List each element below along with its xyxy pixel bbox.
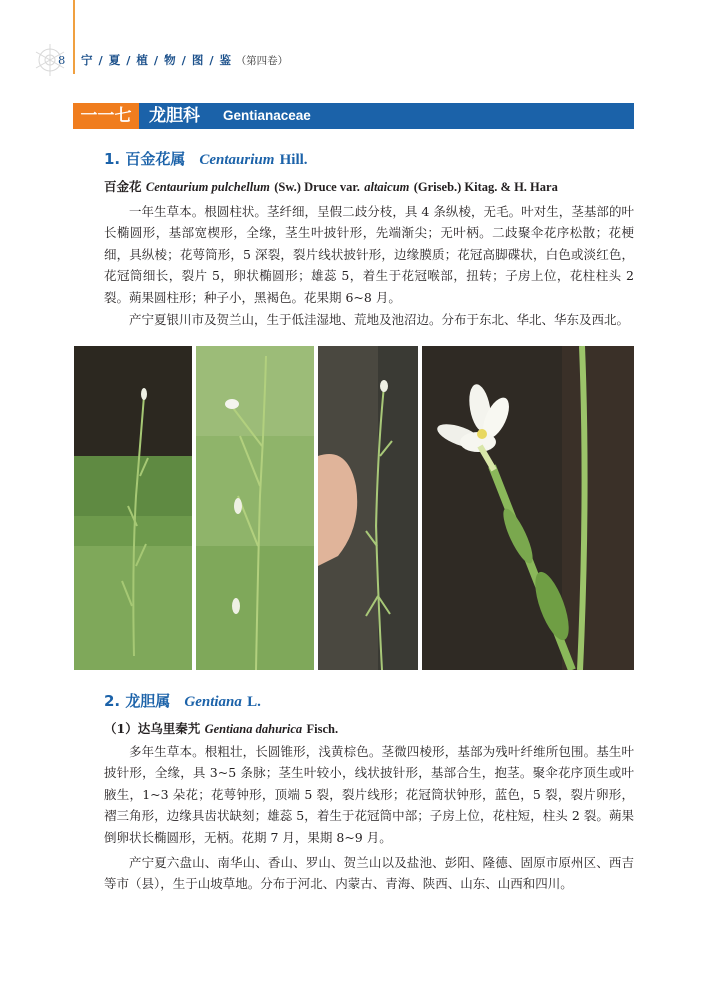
genus-1-author: Hill.	[279, 152, 308, 168]
species-2-binomial: Gentiana dahurica	[204, 722, 303, 736]
species-2-distribution: 产宁夏六盘山、南华山、香山、罗山、贺兰山以及盐池、彭阳、隆德、固原市原州区、西吉等市（县），生于山坡草地。分布于河北、内蒙古、青海、陕西、山东、山西和四川。	[104, 855, 634, 892]
genus-1-title-latin: Centaurium	[199, 152, 275, 168]
photo-plant-habit-2	[196, 346, 314, 670]
running-header	[58, 52, 288, 68]
species-2-name-cn: 达乌里秦艽	[137, 721, 201, 736]
species-1-distribution: 产宁夏银川市及贺兰山，生于低洼湿地、荒地及池沼边。分布于东北、华北、华东及西北。	[129, 312, 630, 327]
genus-2-author: L.	[247, 694, 261, 710]
family-name-cn: 龙胆科	[149, 106, 200, 126]
family-name-latin: Gentianaceae	[223, 108, 311, 123]
genus-1-heading	[104, 148, 308, 169]
species-1-variety-author: (Griseb.) Kitag. & H. Hara	[413, 180, 558, 194]
book-title: 宁 / 夏 / 植 / 物 / 图 / 鉴	[80, 53, 233, 67]
genus-1-title-cn: 1. 百金花属	[104, 150, 186, 168]
species-2-name	[104, 719, 338, 737]
genus-2-heading	[104, 690, 261, 711]
photo-plant-in-hand	[318, 346, 418, 670]
page-number: 8	[58, 53, 66, 67]
photo-plant-habit-1	[74, 346, 192, 670]
volume-label: （第四卷）	[235, 55, 289, 67]
species-1-binomial: Centaurium pulchellum	[145, 180, 270, 194]
species-1-variety: altaicum	[364, 180, 410, 194]
species-2-number: （1）	[104, 721, 138, 736]
photo-flower-closeup	[422, 346, 634, 670]
genus-2-title-latin: Gentiana	[184, 694, 242, 710]
species-1-description: 一年生草本。根圆柱状。茎纤细，呈假二歧分枝，具 4 条纵棱，无毛。叶对生，茎基部的叶长椭圆形，基部宽楔形，全缘，茎生叶披针形，先端渐尖；无叶柄。二歧聚伞花序松散；花梗细，具纵棱；花萼筒形，5 深裂，裂片线状披针形，边缘膜质；花冠高脚碟状，白色或淡红色，花冠筒细长，裂片 5，卵状椭圆形；雄蕊 5，着生于花冠喉部，扭转；子房上位，花柱柱头 2 裂。蒴果圆柱形；种子小，黑褐色。花果期 6~8 月。	[104, 204, 634, 305]
family-heading-bar	[73, 103, 634, 129]
species-1-author-part: (Sw.) Druce var.	[274, 180, 360, 194]
species-1-name	[104, 177, 558, 195]
species-2-author: Fisch.	[306, 722, 339, 736]
genus-2-title-cn: 2. 龙胆属	[104, 692, 171, 710]
species-1-name-cn: 百金花	[104, 179, 142, 194]
species-2-description: 多年生草本。根粗壮，长圆锥形，浅黄棕色。茎微四棱形，基部为残叶纤维所包围。基生叶披针形，全缘，具 3~5 条脉；茎生叶较小，线状披针形，基部合生，抱茎。聚伞花序顶生或叶腋生，1~3 朵花；花萼钟形，顶端 5 裂，裂片线形；花冠筒状钟形，蓝色，5 裂，裂片卵形，褶三角形，边缘具齿状缺刻；雄蕊 5，着生于花冠筒中部；子房上位，花柱短，柱头 2 裂。蒴果倒卵状长椭圆形，无柄。花期 7 月，果期 8~9 月。	[104, 744, 634, 845]
family-number: 一一七	[80, 106, 132, 126]
